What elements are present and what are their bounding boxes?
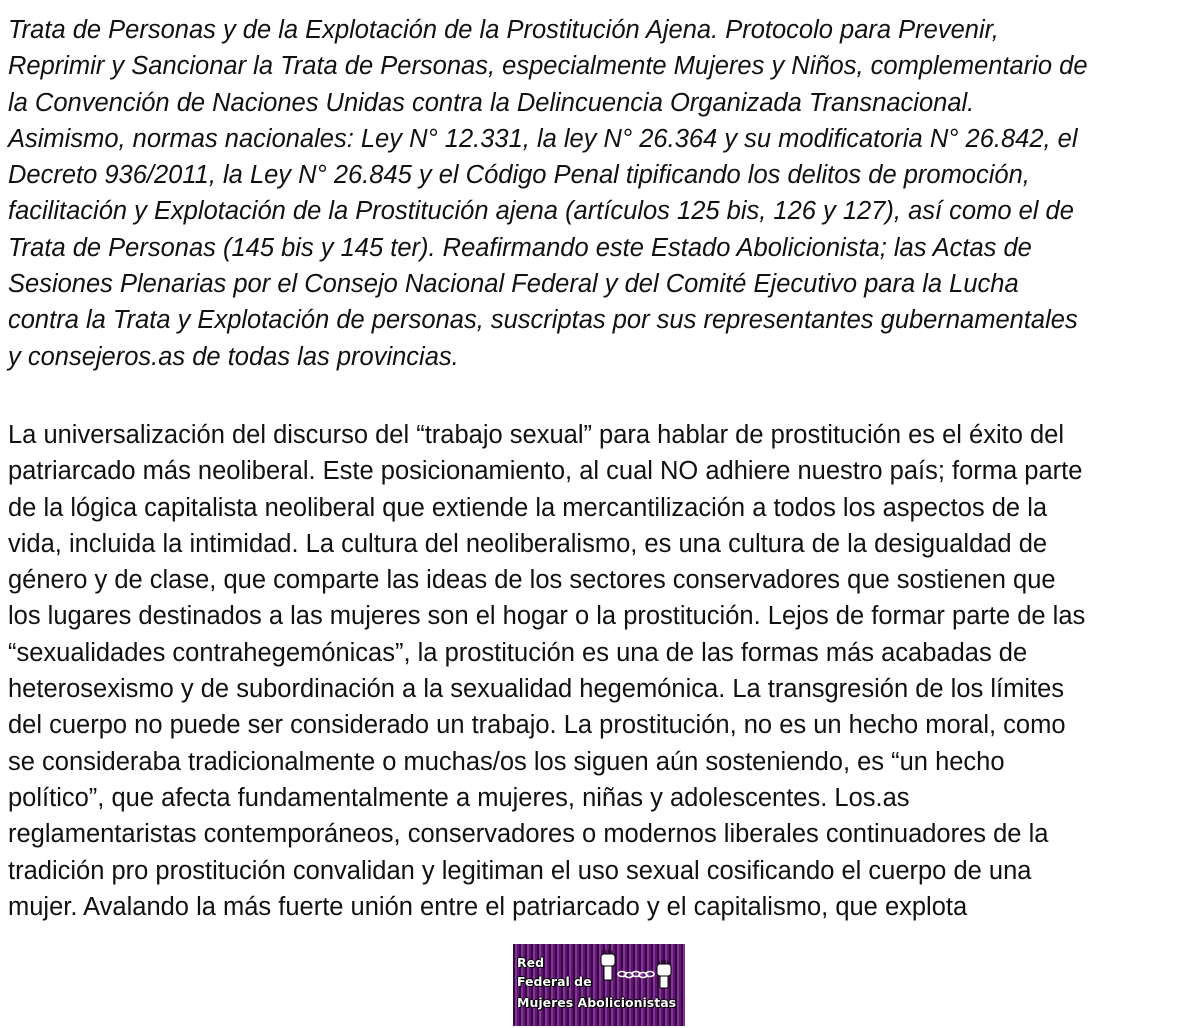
- text-line: heterosexismo y de subordinación a la sexualidad hegemónica. La transgresión de los límites: [8, 675, 1065, 704]
- raised-fists-chain-icon: [595, 950, 683, 990]
- text-line: mujer. Avalando la más fuerte unión entre el patriarcado y el capitalismo, que explota: [8, 892, 968, 921]
- text-line: Trata de Personas (145 bis y 145 ter). Reafirmando este Estado Abolicionista; las Actas de: [8, 233, 1032, 262]
- text-line: facilitación y Explotación de la Prostitución ajena (artículos 125 bis, 126 y 127), así como el de: [8, 197, 1074, 226]
- text-line: Asimismo, normas nacionales: Ley N° 12.331, la ley N° 26.364 y su modificatoria N° 26.842, el: [8, 124, 1078, 153]
- text-line: Reprimir y Sancionar la Trata de Personas, especialmente Mujeres y Niños, complementario de: [8, 52, 1088, 81]
- text-line: y consejeros.as de todas las provincias.: [8, 342, 459, 371]
- logo-text-line: Federal de: [517, 974, 592, 989]
- text-line: vida, incluida la intimidad. La cultura del neoliberalismo, es una cultura de la desigualdad de: [8, 529, 1048, 558]
- text-line: Trata de Personas y de la Explotación de la Prostitución Ajena. Protocolo para Prevenir,: [8, 16, 999, 44]
- text-line: tradición pro prostitución convalidan y legitiman el uso sexual cosificando el cuerpo de una: [8, 856, 1032, 885]
- document-page: [8, 12, 1194, 925]
- text-line: género y de clase, que comparte las ideas de los sectores conservadores que sostienen que: [8, 566, 1056, 595]
- text-line: patriarcado más neoliberal. Este posicionamiento, al cual NO adhiere nuestro país; forma parte: [8, 457, 1083, 486]
- text-line: la Convención de Naciones Unidas contra la Delincuencia Organizada Transnacional.: [8, 88, 975, 117]
- paragraph-spacer: [8, 375, 1194, 417]
- paragraph-body: [8, 417, 1194, 925]
- organization-logo: [513, 944, 685, 1026]
- text-line: se consideraba tradicionalmente o muchas/os los siguen aún sosteniendo, es “un hecho: [8, 747, 1005, 776]
- text-line: Decreto 936/2011, la Ley N° 26.845 y el Código Penal tipificando los delitos de promoción,: [8, 161, 1030, 190]
- text-line: de la lógica capitalista neoliberal que extiende la mercantilización a todos los aspectos de la: [8, 493, 1048, 522]
- paragraph-legal-references: [8, 12, 1194, 375]
- text-line: Sesiones Plenarias por el Consejo Nacional Federal y del Comité Ejecutivo para la Lucha: [8, 270, 1019, 299]
- text-line: reglamentaristas contemporáneos, conservadores o modernos liberales continuadores de la: [8, 820, 1049, 849]
- text-line: La universalización del discurso del “trabajo sexual” para hablar de prostitución es el éxito del: [8, 420, 1065, 449]
- logo-text-line: Mujeres Abolicionistas: [517, 995, 677, 1010]
- text-line: del cuerpo no puede ser considerado un trabajo. La prostitución, no es un hecho moral, como: [8, 711, 1066, 740]
- text-line: “sexualidades contrahegemónicas”, la prostitución es una de las formas más acabadas de: [8, 638, 1028, 667]
- text-line: contra la Trata y Explotación de personas, suscriptas por sus representantes gubernamentales: [8, 306, 1078, 335]
- logo-text-line: Red: [517, 955, 545, 970]
- text-line: político”, que afecta fundamentalmente a mujeres, niñas y adolescentes. Los.as: [8, 783, 910, 812]
- text-line: los lugares destinados a las mujeres son el hogar o la prostitución. Lejos de formar parte de las: [8, 602, 1086, 631]
